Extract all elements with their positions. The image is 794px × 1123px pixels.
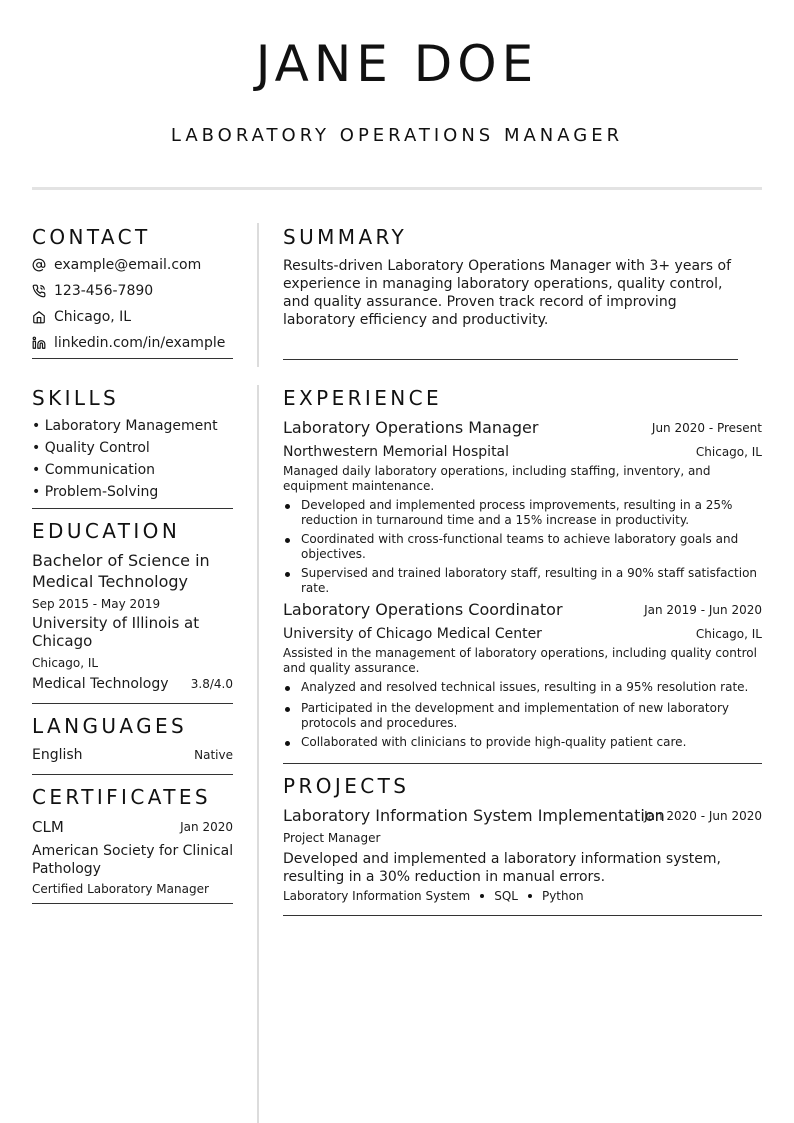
bullet-icon <box>285 504 290 509</box>
degree: Bachelor of Science in Medical Technology <box>32 551 210 591</box>
home-icon <box>32 310 46 324</box>
achievement-text: Analyzed and resolved technical issues, resulting in a 95% resolution rate. <box>301 680 749 694</box>
job-description: Assisted in the management of laboratory operations, including quality control and quality assurance. <box>283 646 757 675</box>
gpa: 3.8/4.0 <box>190 677 233 691</box>
summary-heading: SUMMARY <box>283 225 408 249</box>
contact-phone[interactable] <box>32 281 153 301</box>
phone-text: 123-456-7890 <box>54 283 154 299</box>
job-title: LABORATORY OPERATIONS MANAGER <box>170 125 624 146</box>
achievement-bullet <box>283 680 762 695</box>
achievement-text: Supervised and trained laboratory staff, resulting in a 90% staff satisfaction rate. <box>301 566 758 595</box>
project-tag: Laboratory Information System <box>283 889 471 903</box>
section-divider <box>283 915 762 916</box>
job-title: Laboratory Operations Coordinator <box>283 600 563 619</box>
bullet-icon <box>285 741 290 746</box>
achievement-bullet <box>283 566 762 596</box>
job-dates: Jun 2020 - Present <box>651 421 762 435</box>
job-location: Chicago, IL <box>695 627 762 641</box>
project-tag: SQL <box>494 889 518 903</box>
project-tags <box>283 888 584 904</box>
skill-item: • Communication <box>32 462 156 478</box>
certificate-issuer: American Society for Clinical Pathology <box>32 843 234 877</box>
bullet-icon <box>285 686 290 691</box>
projects-heading: PROJECTS <box>283 774 410 798</box>
section-divider <box>32 703 233 704</box>
certificate-full-name: Certified Laboratory Manager <box>32 882 209 896</box>
company-name: University of Chicago Medical Center <box>283 626 542 642</box>
skill-item: • Problem-Solving <box>32 484 159 500</box>
bullet-icon <box>480 894 484 898</box>
bullet-icon <box>285 538 290 543</box>
achievement-text: Developed and implemented process improvements, resulting in a 25% reduction in turnaround time and a 15% increase in productivity. <box>301 498 733 527</box>
language-name: English <box>32 747 83 763</box>
achievement-bullet <box>283 701 762 731</box>
skill-item: • Quality Control <box>32 440 150 456</box>
company-name: Northwestern Memorial Hospital <box>283 444 510 460</box>
column-divider <box>257 223 259 367</box>
contact-location <box>32 307 131 327</box>
language-level: Native <box>194 748 233 762</box>
job-description: Managed daily laboratory operations, including staffing, inventory, and equipment maintenance. <box>283 464 711 493</box>
section-divider <box>32 358 233 359</box>
certificate-name: CLM <box>32 818 64 836</box>
certificate-date: Jan 2020 <box>180 820 233 834</box>
job-dates: Jan 2019 - Jun 2020 <box>644 603 762 617</box>
achievement-text: Participated in the development and implementation of new laboratory protocols and procedures. <box>301 701 729 730</box>
section-divider <box>283 763 762 764</box>
bullet-icon <box>285 707 290 712</box>
languages-heading: LANGUAGES <box>32 714 188 738</box>
contact-linkedin[interactable] <box>32 333 225 353</box>
contact-email[interactable] <box>32 255 201 275</box>
certificates-heading: CERTIFICATES <box>32 785 212 809</box>
email-text: example@email.com <box>54 257 202 273</box>
job-title: Laboratory Operations Manager <box>283 418 539 437</box>
achievement-bullet <box>283 532 762 562</box>
education-dates: Sep 2015 - May 2019 <box>32 597 161 611</box>
at-sign-icon <box>32 258 46 272</box>
project-tag: Python <box>541 889 584 903</box>
bullet-icon <box>285 572 290 577</box>
project-role: Project Manager <box>283 831 381 845</box>
project-dates: Jan 2020 - Jun 2020 <box>644 809 762 823</box>
experience-heading: EXPERIENCE <box>283 386 443 410</box>
achievement-bullet <box>283 735 762 750</box>
job-location: Chicago, IL <box>695 445 762 459</box>
skill-item: • Laboratory Management <box>32 418 218 434</box>
linkedin-text: linkedin.com/in/example <box>54 335 226 351</box>
section-divider <box>32 774 233 775</box>
section-divider <box>32 903 233 904</box>
field-of-study: Medical Technology <box>32 676 169 692</box>
school-location: Chicago, IL <box>32 656 99 670</box>
bullet-icon <box>528 894 532 898</box>
achievement-text: Coordinated with cross-functional teams to achieve laboratory goals and objectives. <box>301 532 739 561</box>
skills-heading: SKILLS <box>32 386 120 410</box>
candidate-name: JANE DOE <box>255 35 539 93</box>
phone-icon <box>32 284 46 298</box>
section-divider <box>283 359 738 360</box>
linkedin-icon <box>32 336 46 350</box>
location-text: Chicago, IL <box>54 309 132 325</box>
column-divider <box>257 385 259 1123</box>
project-description: Developed and implemented a laboratory information system, resulting in a 30% reduction in manual errors. <box>283 851 721 885</box>
summary-text: Results-driven Laboratory Operations Manager with 3+ years of experience in managing laboratory operations, quality control, and quality assurance. Proven track record of improving laboratory efficiency and productivity. <box>283 258 732 328</box>
education-heading: EDUCATION <box>32 519 181 543</box>
contact-heading: CONTACT <box>32 225 151 249</box>
header-divider <box>32 187 762 190</box>
achievement-bullet <box>283 498 762 528</box>
school-name: University of Illinois at Chicago <box>32 614 200 650</box>
section-divider <box>32 508 233 509</box>
achievement-text: Collaborated with clinicians to provide high-quality patient care. <box>301 735 687 749</box>
project-title: Laboratory Information System Implementation <box>283 806 665 825</box>
